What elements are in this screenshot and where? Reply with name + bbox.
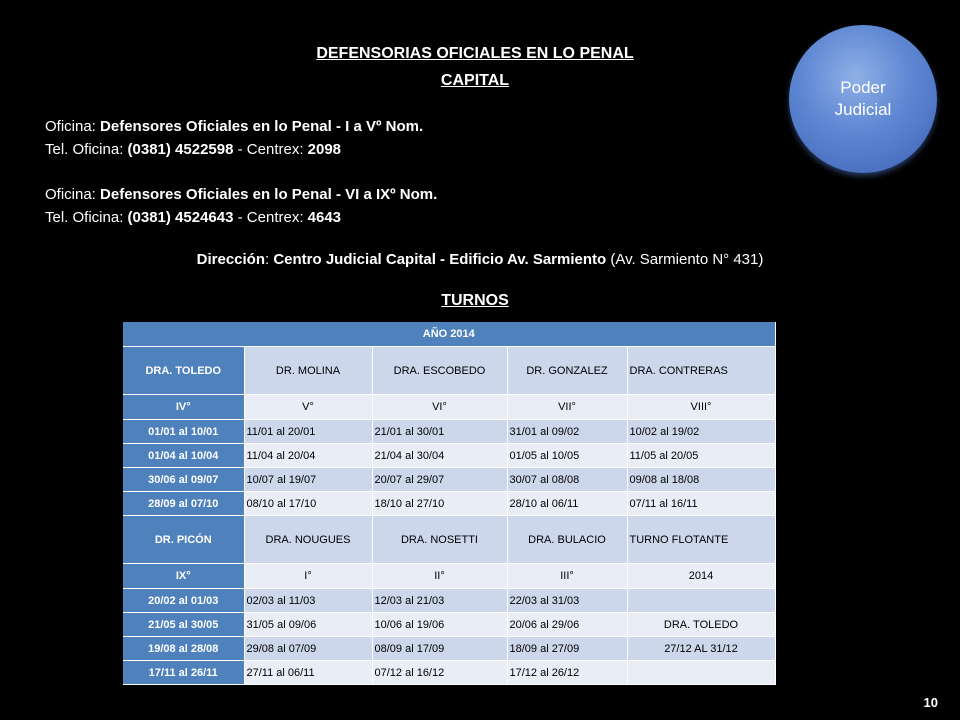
table-cell: 21/01 al 30/01	[372, 420, 507, 444]
table-cell: II°	[372, 564, 507, 589]
table-cell	[627, 589, 775, 613]
table-row	[123, 420, 775, 444]
table-row	[123, 661, 775, 685]
table-cell: DRA. TOLEDO	[627, 613, 775, 637]
page-title-line1: DEFENSORIAS OFICIALES EN LO PENAL	[316, 45, 634, 62]
year-header: AÑO 2014	[123, 322, 775, 347]
table-cell: DRA. NOUGUES	[244, 516, 372, 564]
table-cell: 31/05 al 09/06	[244, 613, 372, 637]
table-cell: 2014	[627, 564, 775, 589]
table-cell: VIII°	[627, 395, 775, 420]
table-cell: TURNO FLOTANTE	[627, 516, 775, 564]
office2-line	[45, 186, 437, 203]
table-cell: I°	[244, 564, 372, 589]
row-header-cell: IV°	[123, 395, 244, 420]
page-number: 10	[923, 695, 938, 710]
table-cell: DRA. NOSETTI	[372, 516, 507, 564]
office1-line	[45, 118, 423, 135]
table-cell: 21/04 al 30/04	[372, 444, 507, 468]
address-line	[0, 251, 960, 268]
table-cell: 08/10 al 17/10	[244, 492, 372, 516]
row-header-cell: 17/11 al 26/11	[123, 661, 244, 685]
table-cell: V°	[244, 395, 372, 420]
address-sep: :	[265, 251, 274, 268]
table-cell: VII°	[507, 395, 627, 420]
office2-name: Defensores Oficiales en lo Penal - VI a IXº Nom.	[100, 186, 438, 203]
table-row	[123, 347, 775, 395]
row-header-cell: 01/04 al 10/04	[123, 444, 244, 468]
row-header-cell: DR. PICÓN	[123, 516, 244, 564]
office2-prefix: Oficina:	[45, 186, 101, 203]
table-cell: 18/10 al 27/10	[372, 492, 507, 516]
table-cell: 27/11 al 06/11	[244, 661, 372, 685]
table-cell: 18/09 al 27/09	[507, 637, 627, 661]
office1-prefix: Oficina:	[45, 118, 101, 135]
table-cell: 11/04 al 20/04	[244, 444, 372, 468]
table-cell: 12/03 al 21/03	[372, 589, 507, 613]
table-cell: 31/01 al 09/02	[507, 420, 627, 444]
row-header-cell: 01/01 al 10/01	[123, 420, 244, 444]
table-cell: DRA. BULACIO	[507, 516, 627, 564]
table-cell: 02/03 al 11/03	[244, 589, 372, 613]
office2-tel-line	[45, 209, 341, 226]
address-label: Dirección	[196, 251, 265, 268]
table-cell: 10/07 al 19/07	[244, 468, 372, 492]
table-row	[123, 468, 775, 492]
poder-judicial-badge	[789, 25, 937, 173]
table-cell: 22/03 al 31/03	[507, 589, 627, 613]
office2-centrex-prefix: - Centrex:	[233, 209, 308, 226]
office1-centrex: 2098	[307, 141, 342, 158]
table-cell: 08/09 al 17/09	[372, 637, 507, 661]
table-row	[123, 564, 775, 589]
table-cell: 27/12 AL 31/12	[627, 637, 775, 661]
table-cell: 20/06 al 29/06	[507, 613, 627, 637]
table-cell: 20/07 al 29/07	[372, 468, 507, 492]
table-cell: 01/05 al 10/05	[507, 444, 627, 468]
table-cell: III°	[507, 564, 627, 589]
table-cell: 07/12 al 16/12	[372, 661, 507, 685]
turnos-title: TURNOS	[441, 292, 509, 309]
table-cell	[627, 661, 775, 685]
table-row	[123, 395, 775, 420]
office2-centrex: 4643	[307, 209, 342, 226]
address-detail: (Av. Sarmiento N° 431)	[606, 251, 764, 268]
office1-name: Defensores Oficiales en lo Penal - I a Vº Nom.	[100, 118, 424, 135]
page-title-line2: CAPITAL	[440, 72, 510, 89]
table-cell: VI°	[372, 395, 507, 420]
row-header-cell: 28/09 al 07/10	[123, 492, 244, 516]
table-cell: 11/01 al 20/01	[244, 420, 372, 444]
office1-centrex-prefix: - Centrex:	[233, 141, 308, 158]
table-cell: 11/05 al 20/05	[627, 444, 775, 468]
table-cell: 10/06 al 19/06	[372, 613, 507, 637]
table-cell: DRA. CONTRERAS	[627, 347, 775, 395]
office2-tel-prefix: Tel. Oficina:	[45, 209, 128, 226]
table-cell: 29/08 al 07/09	[244, 637, 372, 661]
table-row	[123, 516, 775, 564]
office1-tel: (0381) 4522598	[127, 141, 234, 158]
table-cell: DR. MOLINA	[244, 347, 372, 395]
address-place: Centro Judicial Capital - Edificio Av. Sarmiento	[273, 251, 607, 268]
row-header-cell: 21/05 al 30/05	[123, 613, 244, 637]
office1-tel-line	[45, 141, 341, 158]
table-cell: 10/02 al 19/02	[627, 420, 775, 444]
turnos-table	[123, 322, 776, 685]
table-cell: DR. GONZALEZ	[507, 347, 627, 395]
table-cell: 17/12 al 26/12	[507, 661, 627, 685]
table-cell: 28/10 al 06/11	[507, 492, 627, 516]
table-cell: 09/08 al 18/08	[627, 468, 775, 492]
table-row	[123, 492, 775, 516]
year-row	[123, 322, 775, 347]
table-row	[123, 637, 775, 661]
badge-line1: Poder	[840, 78, 886, 97]
office2-tel: (0381) 4524643	[127, 209, 234, 226]
row-header-cell: 20/02 al 01/03	[123, 589, 244, 613]
row-header-cell: 19/08 al 28/08	[123, 637, 244, 661]
row-header-cell: IX°	[123, 564, 244, 589]
table-cell: 30/07 al 08/08	[507, 468, 627, 492]
table-cell: 07/11 al 16/11	[627, 492, 775, 516]
table-row	[123, 613, 775, 637]
table-row	[123, 589, 775, 613]
table-row	[123, 444, 775, 468]
office1-tel-prefix: Tel. Oficina:	[45, 141, 128, 158]
row-header-cell: 30/06 al 09/07	[123, 468, 244, 492]
table-cell: DRA. ESCOBEDO	[372, 347, 507, 395]
badge-line2: Judicial	[834, 100, 892, 119]
row-header-cell: DRA. TOLEDO	[123, 347, 244, 395]
